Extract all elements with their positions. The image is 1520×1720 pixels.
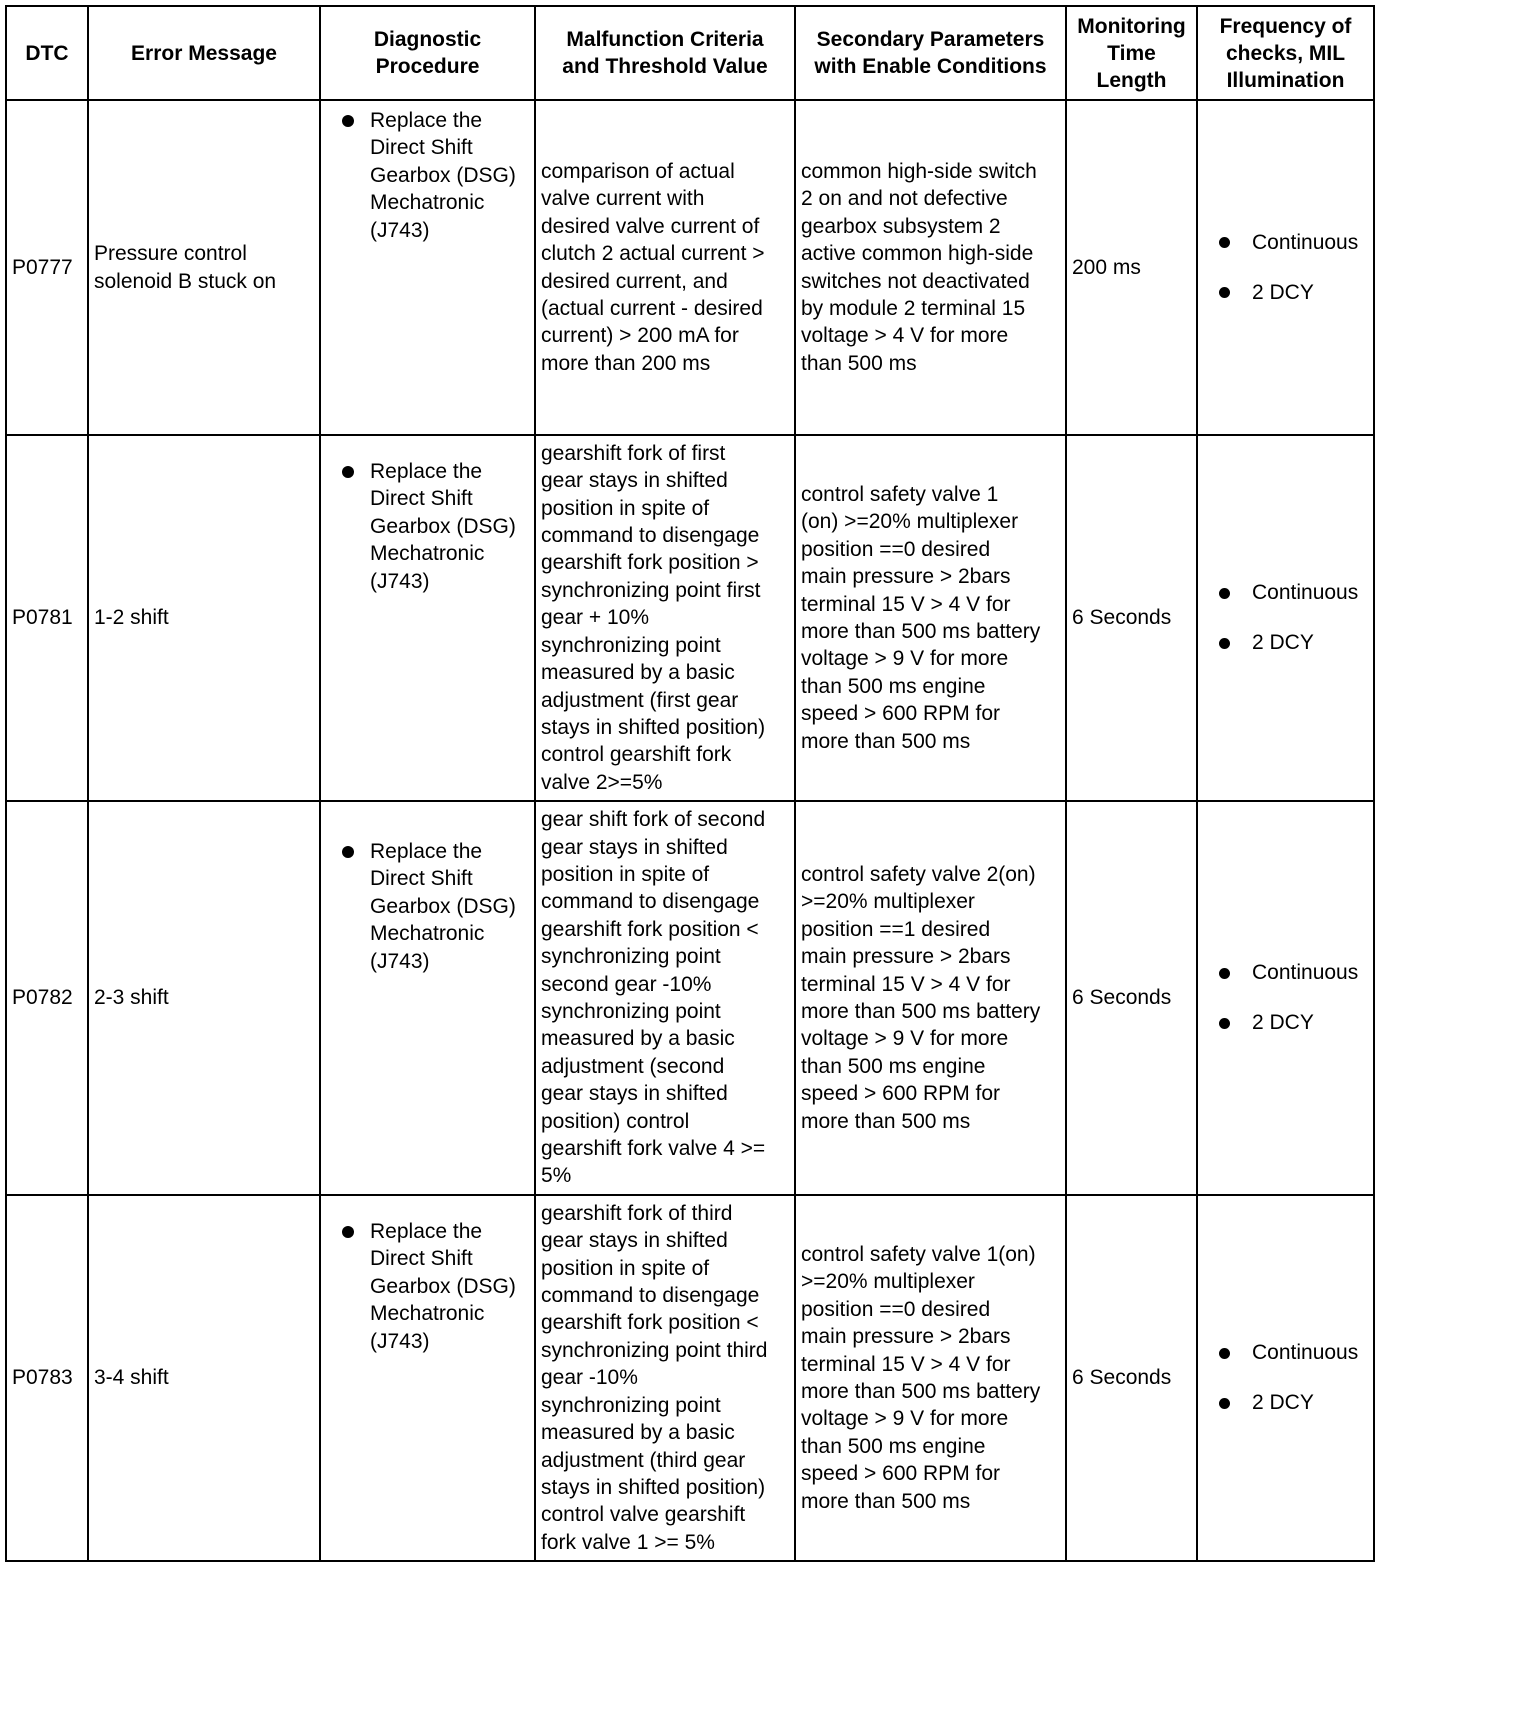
header-monitoring-time: Monitoring Time Length xyxy=(1066,6,1197,100)
diagnostic-procedure xyxy=(320,100,535,435)
dtc-table xyxy=(5,5,1375,1562)
header-malfunction-criteria: Malfunction Criteria and Threshold Value xyxy=(535,6,795,100)
frequency-text: 2 DCY xyxy=(1252,1391,1314,1415)
header-error-message: Error Message xyxy=(88,6,320,100)
bullet-icon xyxy=(342,115,354,127)
bullet-icon xyxy=(342,1226,354,1238)
secondary-parameters: control safety valve 1 (on) >=20% multiplexer position ==0 desired main pressure > 2bars terminal 15 V > 4 V for more than 500 ms battery voltage > 9 V for more than 500 ms engine speed > 600 RPM for more than 500 ms xyxy=(795,435,1066,801)
frequency-text: Continuous xyxy=(1252,961,1359,985)
malfunction-criteria: gearshift fork of first gear stays in shifted position in spite of command to disengage gearshift fork position > synchronizing point first gear + 10% synchronizing point measured by a basic adjustment (first gear stays in shifted position) control gearshift fork valve 2>=5% xyxy=(535,435,795,801)
header-row xyxy=(6,6,1374,100)
error-message: 1-2 shift xyxy=(88,435,320,801)
bullet-icon xyxy=(1219,1398,1230,1409)
header-secondary-parameters: Secondary Parameters with Enable Conditions xyxy=(795,6,1066,100)
error-message: 2-3 shift xyxy=(88,801,320,1195)
frequency-item xyxy=(1219,960,1368,987)
dtc-code: P0782 xyxy=(6,801,88,1195)
frequency-cell xyxy=(1197,435,1374,801)
frequency-cell xyxy=(1197,801,1374,1195)
frequency-cell xyxy=(1197,1195,1374,1561)
dtc-code: P0781 xyxy=(6,435,88,801)
frequency-text: 2 DCY xyxy=(1252,280,1314,304)
frequency-text: 2 DCY xyxy=(1252,631,1314,655)
bullet-icon xyxy=(1219,588,1230,599)
bullet-icon xyxy=(1219,287,1230,298)
procedure-item xyxy=(327,107,530,244)
bullet-icon xyxy=(1219,968,1230,979)
frequency-text: Continuous xyxy=(1252,230,1359,254)
header-dtc: DTC xyxy=(6,6,88,100)
frequency-list xyxy=(1203,1340,1368,1417)
monitoring-time: 200 ms xyxy=(1066,100,1197,435)
frequency-text: 2 DCY xyxy=(1252,1011,1314,1035)
monitoring-time: 6 Seconds xyxy=(1066,801,1197,1195)
table-row xyxy=(6,801,1374,1195)
frequency-item xyxy=(1219,279,1368,306)
frequency-item xyxy=(1219,1340,1368,1367)
frequency-item xyxy=(1219,630,1368,657)
procedure-item xyxy=(327,458,530,595)
malfunction-criteria: comparison of actual valve current with desired valve current of clutch 2 actual current > desired current, and (actual current - desired current) > 200 mA for more than 200 ms xyxy=(535,100,795,435)
frequency-text: Continuous xyxy=(1252,581,1359,605)
frequency-item xyxy=(1219,1010,1368,1037)
dtc-code: P0783 xyxy=(6,1195,88,1561)
procedure-text: Replace the Direct Shift Gearbox (DSG) Mechatronic (J743) xyxy=(370,1220,516,1353)
error-message: Pressure control solenoid B stuck on xyxy=(88,100,320,435)
frequency-list xyxy=(1203,229,1368,306)
monitoring-time: 6 Seconds xyxy=(1066,435,1197,801)
frequency-item xyxy=(1219,229,1368,256)
bullet-icon xyxy=(342,846,354,858)
diagnostic-procedure xyxy=(320,801,535,1195)
diagnostic-procedure xyxy=(320,1195,535,1561)
table-row xyxy=(6,1195,1374,1561)
procedure-item xyxy=(327,838,530,975)
bullet-icon xyxy=(1219,1348,1230,1359)
malfunction-criteria: gear shift fork of second gear stays in shifted position in spite of command to disengage gearshift fork position < synchronizing point second gear -10% synchronizing point measured by a basic adjustment (second gear stays in shifted position) control gearshift fork valve 4 >= 5% xyxy=(535,801,795,1195)
frequency-item xyxy=(1219,580,1368,607)
secondary-parameters: control safety valve 2(on) >=20% multiplexer position ==1 desired main pressure > 2bars terminal 15 V > 4 V for more than 500 ms battery voltage > 9 V for more than 500 ms engine speed > 600 RPM for more than 500 ms xyxy=(795,801,1066,1195)
header-frequency: Frequency of checks, MIL Illumination xyxy=(1197,6,1374,100)
frequency-item xyxy=(1219,1390,1368,1417)
dtc-code: P0777 xyxy=(6,100,88,435)
frequency-cell xyxy=(1197,100,1374,435)
procedure-text: Replace the Direct Shift Gearbox (DSG) Mechatronic (J743) xyxy=(370,109,516,242)
bullet-icon xyxy=(1219,1018,1230,1029)
table-row xyxy=(6,100,1374,435)
table-row xyxy=(6,435,1374,801)
frequency-text: Continuous xyxy=(1252,1341,1359,1365)
diagnostic-procedure xyxy=(320,435,535,801)
procedure-text: Replace the Direct Shift Gearbox (DSG) Mechatronic (J743) xyxy=(370,460,516,593)
monitoring-time: 6 Seconds xyxy=(1066,1195,1197,1561)
bullet-icon xyxy=(342,466,354,478)
secondary-parameters: control safety valve 1(on) >=20% multiplexer position ==0 desired main pressure > 2bars terminal 15 V > 4 V for more than 500 ms battery voltage > 9 V for more than 500 ms engine speed > 600 RPM for more than 500 ms xyxy=(795,1195,1066,1561)
bullet-icon xyxy=(1219,638,1230,649)
frequency-list xyxy=(1203,580,1368,657)
frequency-list xyxy=(1203,960,1368,1037)
header-diagnostic-procedure: Diagnostic Procedure xyxy=(320,6,535,100)
secondary-parameters: common high-side switch 2 on and not defective gearbox subsystem 2 active common high-side switches not deactivated by module 2 terminal 15 voltage > 4 V for more than 500 ms xyxy=(795,100,1066,435)
bullet-icon xyxy=(1219,237,1230,248)
procedure-text: Replace the Direct Shift Gearbox (DSG) Mechatronic (J743) xyxy=(370,840,516,973)
malfunction-criteria: gearshift fork of third gear stays in shifted position in spite of command to disengage gearshift fork position < synchronizing point third gear -10% synchronizing point measured by a basic adjustment (third gear stays in shifted position) control valve gearshift fork valve 1 >= 5% xyxy=(535,1195,795,1561)
procedure-item xyxy=(327,1218,530,1355)
error-message: 3-4 shift xyxy=(88,1195,320,1561)
